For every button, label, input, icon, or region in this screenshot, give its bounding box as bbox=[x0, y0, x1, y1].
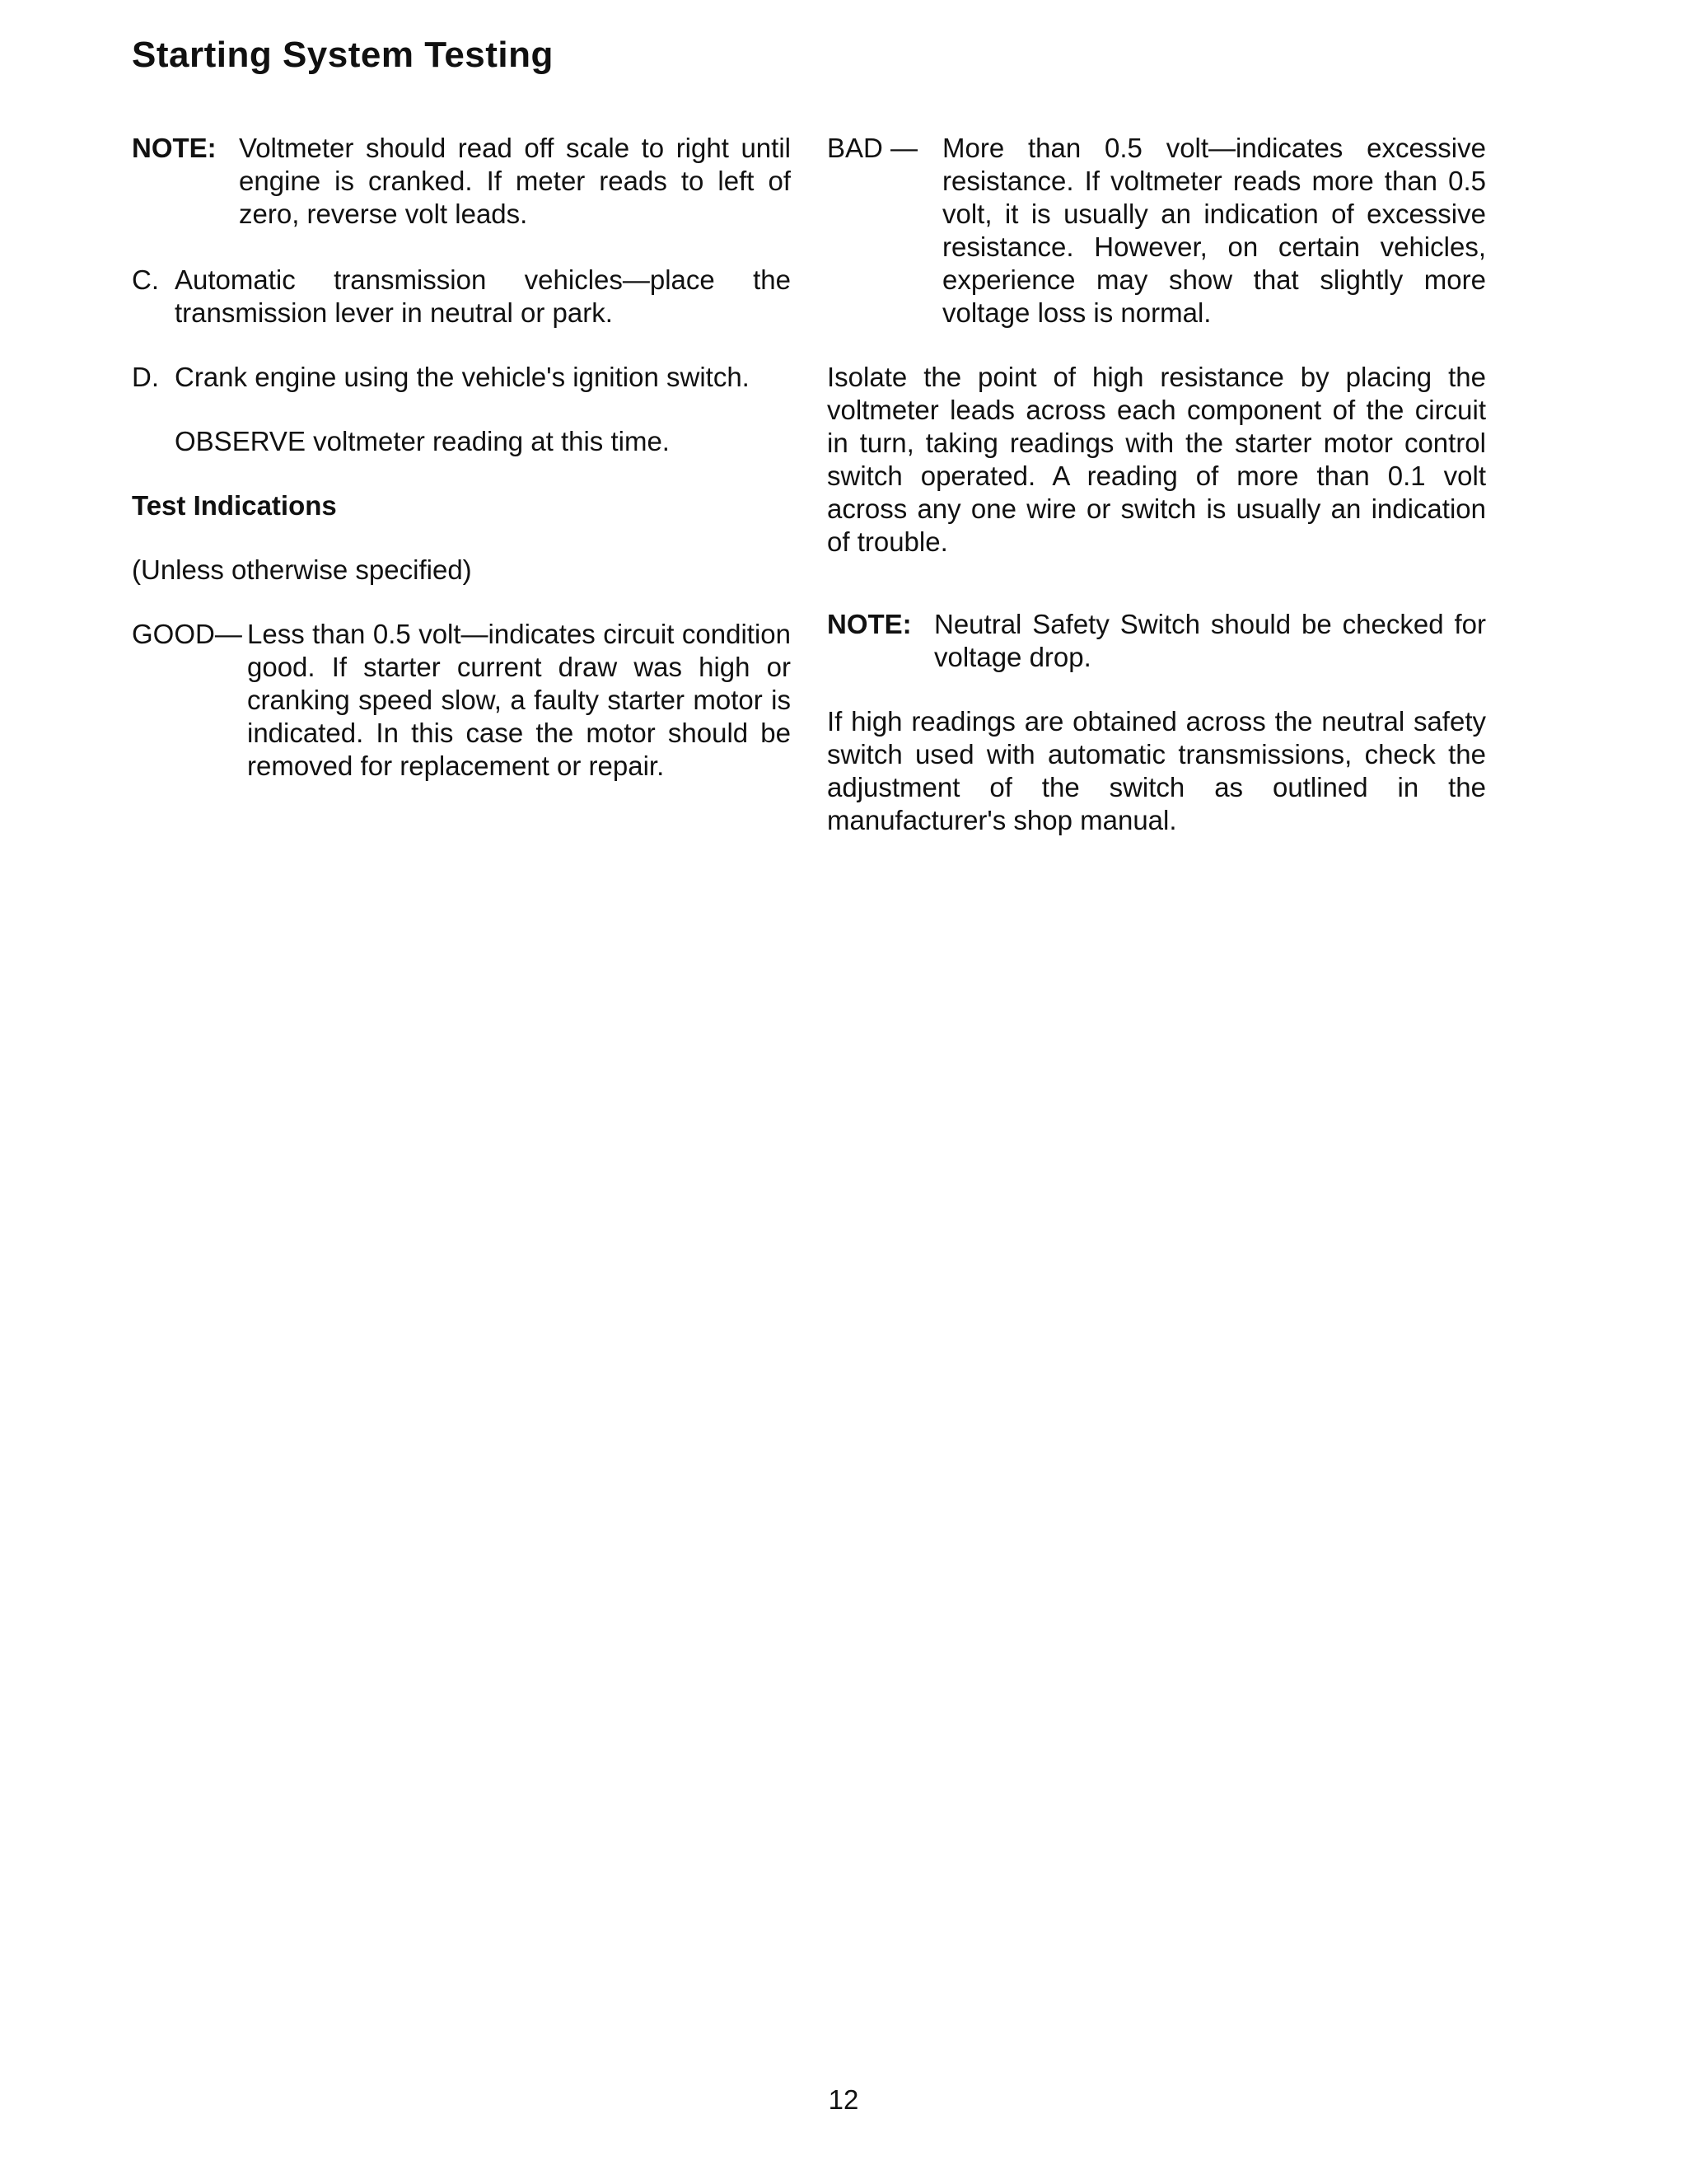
note-text: Neutral Safety Switch should be checked for voltage drop. bbox=[934, 609, 1486, 672]
note-label: NOTE: bbox=[827, 609, 912, 639]
good-indication bbox=[132, 618, 791, 783]
page-number: 12 bbox=[828, 2084, 859, 2115]
observe-instruction: OBSERVE voltmeter reading at this time. bbox=[175, 426, 670, 456]
bad-indication bbox=[827, 132, 1486, 330]
step-c-letter: C. bbox=[132, 264, 159, 295]
note-voltmeter bbox=[132, 132, 791, 231]
bad-text: More than 0.5 volt—indicates excessive resistance. If voltmeter reads more than 0.5 volt, it is usually an indication of excessive resistance. However, on certain vehicles, experience may show that slightly more voltage loss is normal. bbox=[942, 133, 1486, 328]
isolate-paragraph: Isolate the point of high resistance by placing the voltmeter leads across each component of the circuit in turn, taking readings with the starter motor control switch operated. A reading of more than 0.1 volt across any one wire or switch is usually an indication of trouble. bbox=[827, 362, 1486, 557]
high-readings-paragraph: If high readings are obtained across the neutral safety switch used with automatic transmissions, check the adjustment of the switch as outlined in the manufacturer's shop manual. bbox=[827, 706, 1486, 835]
step-d-letter: D. bbox=[132, 362, 159, 392]
left-column bbox=[132, 132, 791, 783]
step-d-text: Crank engine using the vehicle's ignition switch. bbox=[175, 362, 750, 392]
bad-label: BAD — bbox=[827, 133, 918, 163]
step-c-text: Automatic transmission vehicles—place the transmission lever in neutral or park. bbox=[175, 264, 791, 328]
good-label: GOOD— bbox=[132, 619, 242, 649]
right-column bbox=[827, 132, 1486, 837]
test-indications-heading: Test Indications bbox=[132, 490, 337, 521]
note-label: NOTE: bbox=[132, 133, 217, 163]
note-neutral-switch bbox=[827, 608, 1486, 674]
step-c bbox=[132, 264, 791, 330]
note-text: Voltmeter should read off scale to right until engine is cranked. If meter reads to left of zero, reverse volt leads. bbox=[239, 133, 791, 229]
step-d bbox=[132, 361, 791, 394]
unless-specified: (Unless otherwise specified) bbox=[132, 554, 472, 585]
page-title: Starting System Testing bbox=[132, 35, 554, 75]
good-text: Less than 0.5 volt—indicates circuit condition good. If starter current draw was high or cranking speed slow, a faulty starter motor is indicated. In this case the motor should be removed for replacement or repair. bbox=[247, 619, 791, 781]
